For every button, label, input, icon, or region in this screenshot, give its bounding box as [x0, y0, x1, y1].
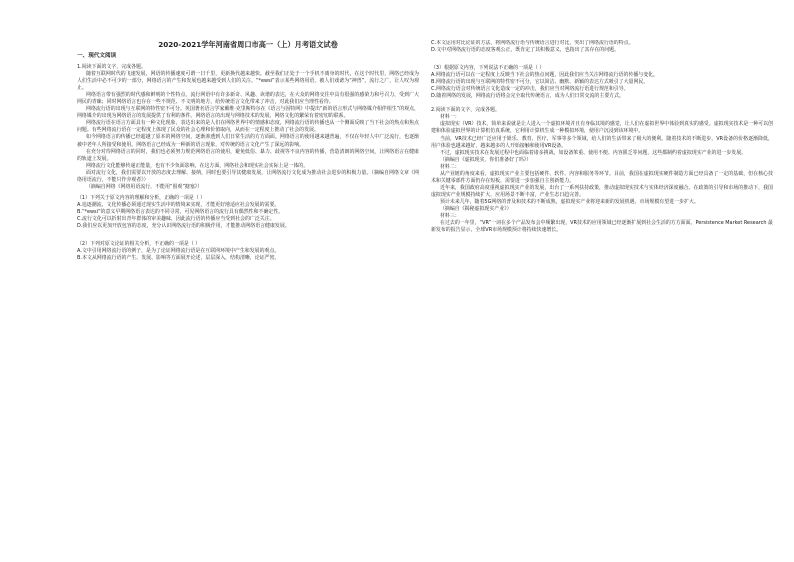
option-d: D.随着网络的发展，网络流行语将会完全取代传统语言，成为人们日常交流的主要方式。	[431, 93, 624, 100]
passage-paragraph: 随着互联网时代的飞速发展，网语的传播速度可谓一日千里，更新换代越来越快。截至我们正处于一个手机不离身的时代，在这个时代里，网络已经成为人们生活中必不可少的一部分，网络语言的产生和发展也越来越受到人们的关注。“*ewsi”表示某些网络用语，被人们戏谑为“神兽”，流行之广，让人叹为观止。	[77, 71, 419, 92]
right-column	[431, 40, 773, 234]
passage-paragraph: 网络流行语在语言方面具有一种文化现象，表达出来的是人们在网络世界中的情感和态度，网络流行语的传播也从一个侧面反映了当下社会的热点和焦点问题。有些网络流行语在一定程度上体现了民众的社会心理和价值取向，从而在一定程度上推动了社会的发展。	[77, 120, 419, 134]
passage-paragraph: 网络流行语的出现与互联网的特性密不可分。英国著名语言学家戴维·克里斯特尔在《语言与因特网》中提出“新的语言形式与网络媒介相伴相生”的观点，网络媒介的出现为网络语言的发展提供了有利的条件。网络语言的出现与网络技术的发展、网络文化的繁荣有着密切的联系。	[77, 106, 419, 120]
source-note: （摘编自《揭秘虚拟现实产业》）	[440, 205, 512, 212]
passage-paragraph: 网络语言带有强烈的时代感和鲜明的个性特点，流行网语中有许多新奇、风趣、诙谐的表达，在大众的网络交往中具有很强的感染力和号召力，受到广大网民的青睐；同时网络语言也存在一些不规范、不文明的地方，给传统语言文化带来了冲击，对此我们应当理性看待。	[77, 92, 419, 106]
option-c: C.流行文化可以折射出青年群体的审美趣味，因此流行语的传播应当受到社会的广泛关注。	[77, 215, 275, 222]
question-stem: （3）根据原文内容，下列说法不正确的一项是（ ）	[431, 65, 545, 72]
passage-paragraph: 在过去的一年里，“VR”一词在多个产品发布会中频繁出现，VR技术的应用领域已经逐渐扩展到社会生活的方方面面。Persistence Market Research 最新发布的报告显示，全球VR市场规模预计将持续快速增长。	[431, 220, 773, 234]
option-b: B.网络流行语的出现与互联网的特性密不可分，它以简洁、幽默、新颖的表达方式吸引了大量网民。	[431, 79, 649, 86]
passage-paragraph: 预计未来几年，随着5G网络的普及和技术的不断成熟，虚拟现实产业将迎来新的发展机遇，市场规模有望进一步扩大。	[440, 198, 699, 205]
option-b: B.“*ewsi”的意义早期网络语言表达的不同寻常，可见网络语言的流行具有偶然性和不确定性。	[77, 208, 284, 215]
passage-paragraph: 网络流行文化能够传递正能量，也有不少负面影响，在这方面，网络社会和现实社会实际上是一体的。	[86, 162, 309, 169]
passage-paragraph: 不过，虚拟现实技术在发展过程中也面临着诸多挑战，如设备笨重、使用不便、内容匮乏等问题，这些都制约着虚拟现实产业的进一步发展。	[440, 149, 747, 156]
option-c: C.网络流行语会对传统语言文化造成一定的冲击，我们应当对网络流行语进行规范和引导。	[431, 86, 629, 93]
passage-paragraph: 近年来，我国政府高度重视虚拟现实产业的发展，出台了一系列扶持政策，推动虚拟现实技术与实体经济深度融合。在政策的引导和市场的推动下，我国虚拟现实产业规模持续扩大，应用场景不断丰富，产业生态日趋完善。	[431, 184, 773, 198]
passage-paragraph: 在充分对待网络语言的同时，我们也必须努力规范网络语言的使用，避免低俗、暴力、歧视等不良内容的传播，营造清朗的网络空间，让网络语言在健康的轨道上发展。	[77, 148, 419, 162]
material-label: 材料一：	[440, 114, 460, 121]
option-a: A.追逐潮流，文化传播必须通过现实生活中的情境来实现，才能更好地适应社会发展的需要。	[77, 201, 280, 208]
option-d: D.文中对网络流行语的态度客观公正，既肯定了其积极意义，也指出了其存在的问题。	[431, 47, 620, 54]
section-heading: 一、现代文阅读	[77, 53, 117, 59]
passage-paragraph: 面对流行文化，我们需要以开放的态度去理解、接纳，同时也要引导其健康发展，让网络流行文化成为推动社会进步的积极力量。（摘编自网络文章《网络用语流行，不能只作旁观者》）	[77, 169, 419, 183]
left-column	[77, 52, 419, 262]
source-note: （摘编自《虚拟现实，你们准备好了吗》）	[440, 156, 532, 163]
passage-paragraph: 如今网络语言的传播已经超越了原本的网络空间，逐渐渗透到人们日常生活的方方面面。网络语言的使用越来越普遍，不仅在年轻人中广泛流行，也逐渐被中老年人所接受和使用。网络语言已经成为一种新的语言现象，对传统的语言文化产生了深远的影响。	[77, 134, 419, 148]
source-note: （摘编自网络《网络用语流行，不能用“围观”搪塞》）	[86, 183, 203, 190]
option-a: A.文中引用网络流行语的例子，是为了论证网络流行语是在互联网环境中产生和发展的观点。	[77, 248, 280, 255]
question-stem: （2）下列对原文论证的相关分析，不正确的一项是（ ）	[77, 241, 201, 248]
material-label: 材料二：	[440, 163, 460, 170]
material-label: 材料三：	[440, 213, 460, 220]
passage-paragraph: 当前，VR技术已经广泛应用于娱乐、教育、医疗、军事等多个领域，给人们的生活带来了极大的便利。随着技术的不断进步，VR设备的价格逐渐降低，用户体验也越来越好，越来越多的人开始接触和使用VR设备。	[431, 135, 773, 149]
sub-question-heading: 2.阅读下面的文字，完成各题。	[431, 107, 500, 114]
passage-paragraph: 虚拟现实（VR）技术，简单来说就是让人进入一个虚拟环境并且有身临其境的感觉，让人们在虚拟世界中体验到真实的感受。虚拟现实技术是一种可以创建和体验虚拟世界的计算机仿真系统，它利用计算机生成一种模拟环境，使用户沉浸到该环境中。	[431, 121, 773, 135]
question-stem: （1）下列关于原文内容的理解和分析，正确的一项是（ ）	[77, 194, 206, 201]
option-c: C.本文运用对比论证的方法，将网络流行语与传统语言进行对比，突出了网络流行语的特点。	[431, 40, 634, 46]
option-d: D.我们应以更加开放包容的态度，充分认识网络流行语的积极作用，才能推动网络语言健康发展。	[77, 223, 290, 230]
option-a: A.网络流行语可以在一定程度上反映当下社会的热点问题，因此我们应当关注网络流行语的传播与变化。	[431, 72, 659, 79]
sub-question-heading: 1.阅读下面的文字，完成各题。	[77, 64, 146, 70]
passage-paragraph: 从产业链的角度来看，虚拟现实产业主要包括硬件、软件、内容和服务等环节。目前，我国在虚拟现实硬件制造方面已经具备了一定的基础，但在核心技术和关键零部件方面仍存在短板，需要进一步加强自主创新能力。	[431, 170, 773, 184]
option-b: B.本文从网络流行语的产生、发展、影响等方面展开论述，层层深入，结构清晰，论证严密。	[77, 255, 280, 262]
page-title: 2020-2021学年河南省周口市高一（上）月考语文试卷	[158, 40, 338, 49]
